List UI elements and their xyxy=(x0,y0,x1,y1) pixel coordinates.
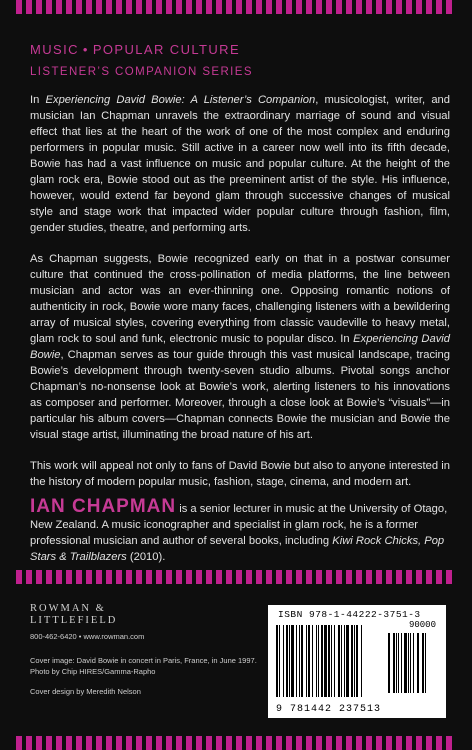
cover-credits xyxy=(30,655,257,697)
series-name: LISTENER’S COMPANION SERIES xyxy=(30,66,253,78)
middle-stripe-divider xyxy=(16,570,456,584)
isbn-barcode xyxy=(268,605,446,718)
category-line xyxy=(30,42,452,57)
barcode-digits: 9 781442 237513 xyxy=(276,704,382,715)
design-credit: Cover design by Meredith Nelson xyxy=(30,687,141,696)
photo-credit: Photo by Chip HIRES/Gamma-Rapho xyxy=(30,667,156,676)
author-bio: IAN CHAPMAN is a senior lecturer in music at the University of Otago, New Zealand. A music iconographer and specialist in glam rock, he is a former professional musician and author of several books, including Kiwi Rock Chicks, Pop Stars & Trailblazers (2010). xyxy=(30,496,448,563)
author-book-titles: Kiwi Rock Chicks, Pop Stars & Trailblazers xyxy=(30,535,445,563)
publisher-logo: ROWMAN & LITTLEFIELD xyxy=(30,603,118,626)
description-paragraph-3: This work will appeal not only to fans of David Bowie but also to anyone interested in the history of modern popular music, fashion, stage, cinema, and modern art. xyxy=(30,460,450,488)
author-name: IAN CHAPMAN xyxy=(30,496,177,517)
category-popular-culture: POPULAR CULTURE xyxy=(92,42,241,57)
publisher-info xyxy=(30,603,257,697)
bullet-separator: • xyxy=(82,42,89,57)
cover-image-credit: Cover image: David Bowie in concert in Paris, France, in June 1997. xyxy=(30,656,257,665)
bottom-stripe-border xyxy=(16,736,456,750)
description-paragraph-1: In Experiencing David Bowie: A Listener’s Companion, musicologist, writer, and musician Ian Chapman unravels the extraordinary marriage of sound and visual effect that lies at the heart of the work of one of the most complex and enduring performers in popular music. Still active in a career now well into its fifth decade, Bowie has had a vast influence on music and popular culture. At the height of the glam rock era, Bowie stood out as the preeminent artist of the style. His influence, however, would extend far beyond glam through successive changes of musical style and stage work that impacted wider popular culture through fashion, film, gender studies, theatre, and performing arts. xyxy=(30,94,450,234)
barcode-bars xyxy=(276,623,438,703)
book-title: Experiencing David Bowie: A Listener’s Companion xyxy=(45,94,316,106)
isbn-number: ISBN 978-1-44222-3751-3 xyxy=(278,609,421,620)
top-stripe-border xyxy=(16,0,456,14)
publisher-contact: 800-462-6420 • www.rowman.com xyxy=(30,632,145,641)
description-paragraph-2: As Chapman suggests, Bowie recognized early on that in a postwar consumer culture that continued the cross-pollination of media platforms, the line between musician and actor was an ever-thinning one. Opposing romantic notions of authenticity in rock, Bowie wore many faces, challenging listeners with a bewildering array of musical styles, covering everything from classic vaudeville to heavy metal, glam rock to soul and funk, electronic music to popular disco. In Experiencing David Bowie, Chapman serves as tour guide through this vast musical landscape, tracing Bowie’s development through twenty-seven studio albums. Pivotal songs anchor Chapman’s no-nonsense look at Bowie’s work, alerting listeners to his innovations as composer and performer. Moreover, through a close look at Bowie’s “visuals”—in particular his album covers—Chapman connects Bowie the musician and Bowie the visual stage artist, illuminating the broad nature of his art. xyxy=(30,253,450,441)
book-description xyxy=(30,92,450,505)
price-code: 90000 xyxy=(408,620,436,630)
book-title-short: Experiencing David Bowie xyxy=(30,333,450,361)
category-music: MUSIC xyxy=(30,42,79,57)
series-header xyxy=(30,42,452,78)
